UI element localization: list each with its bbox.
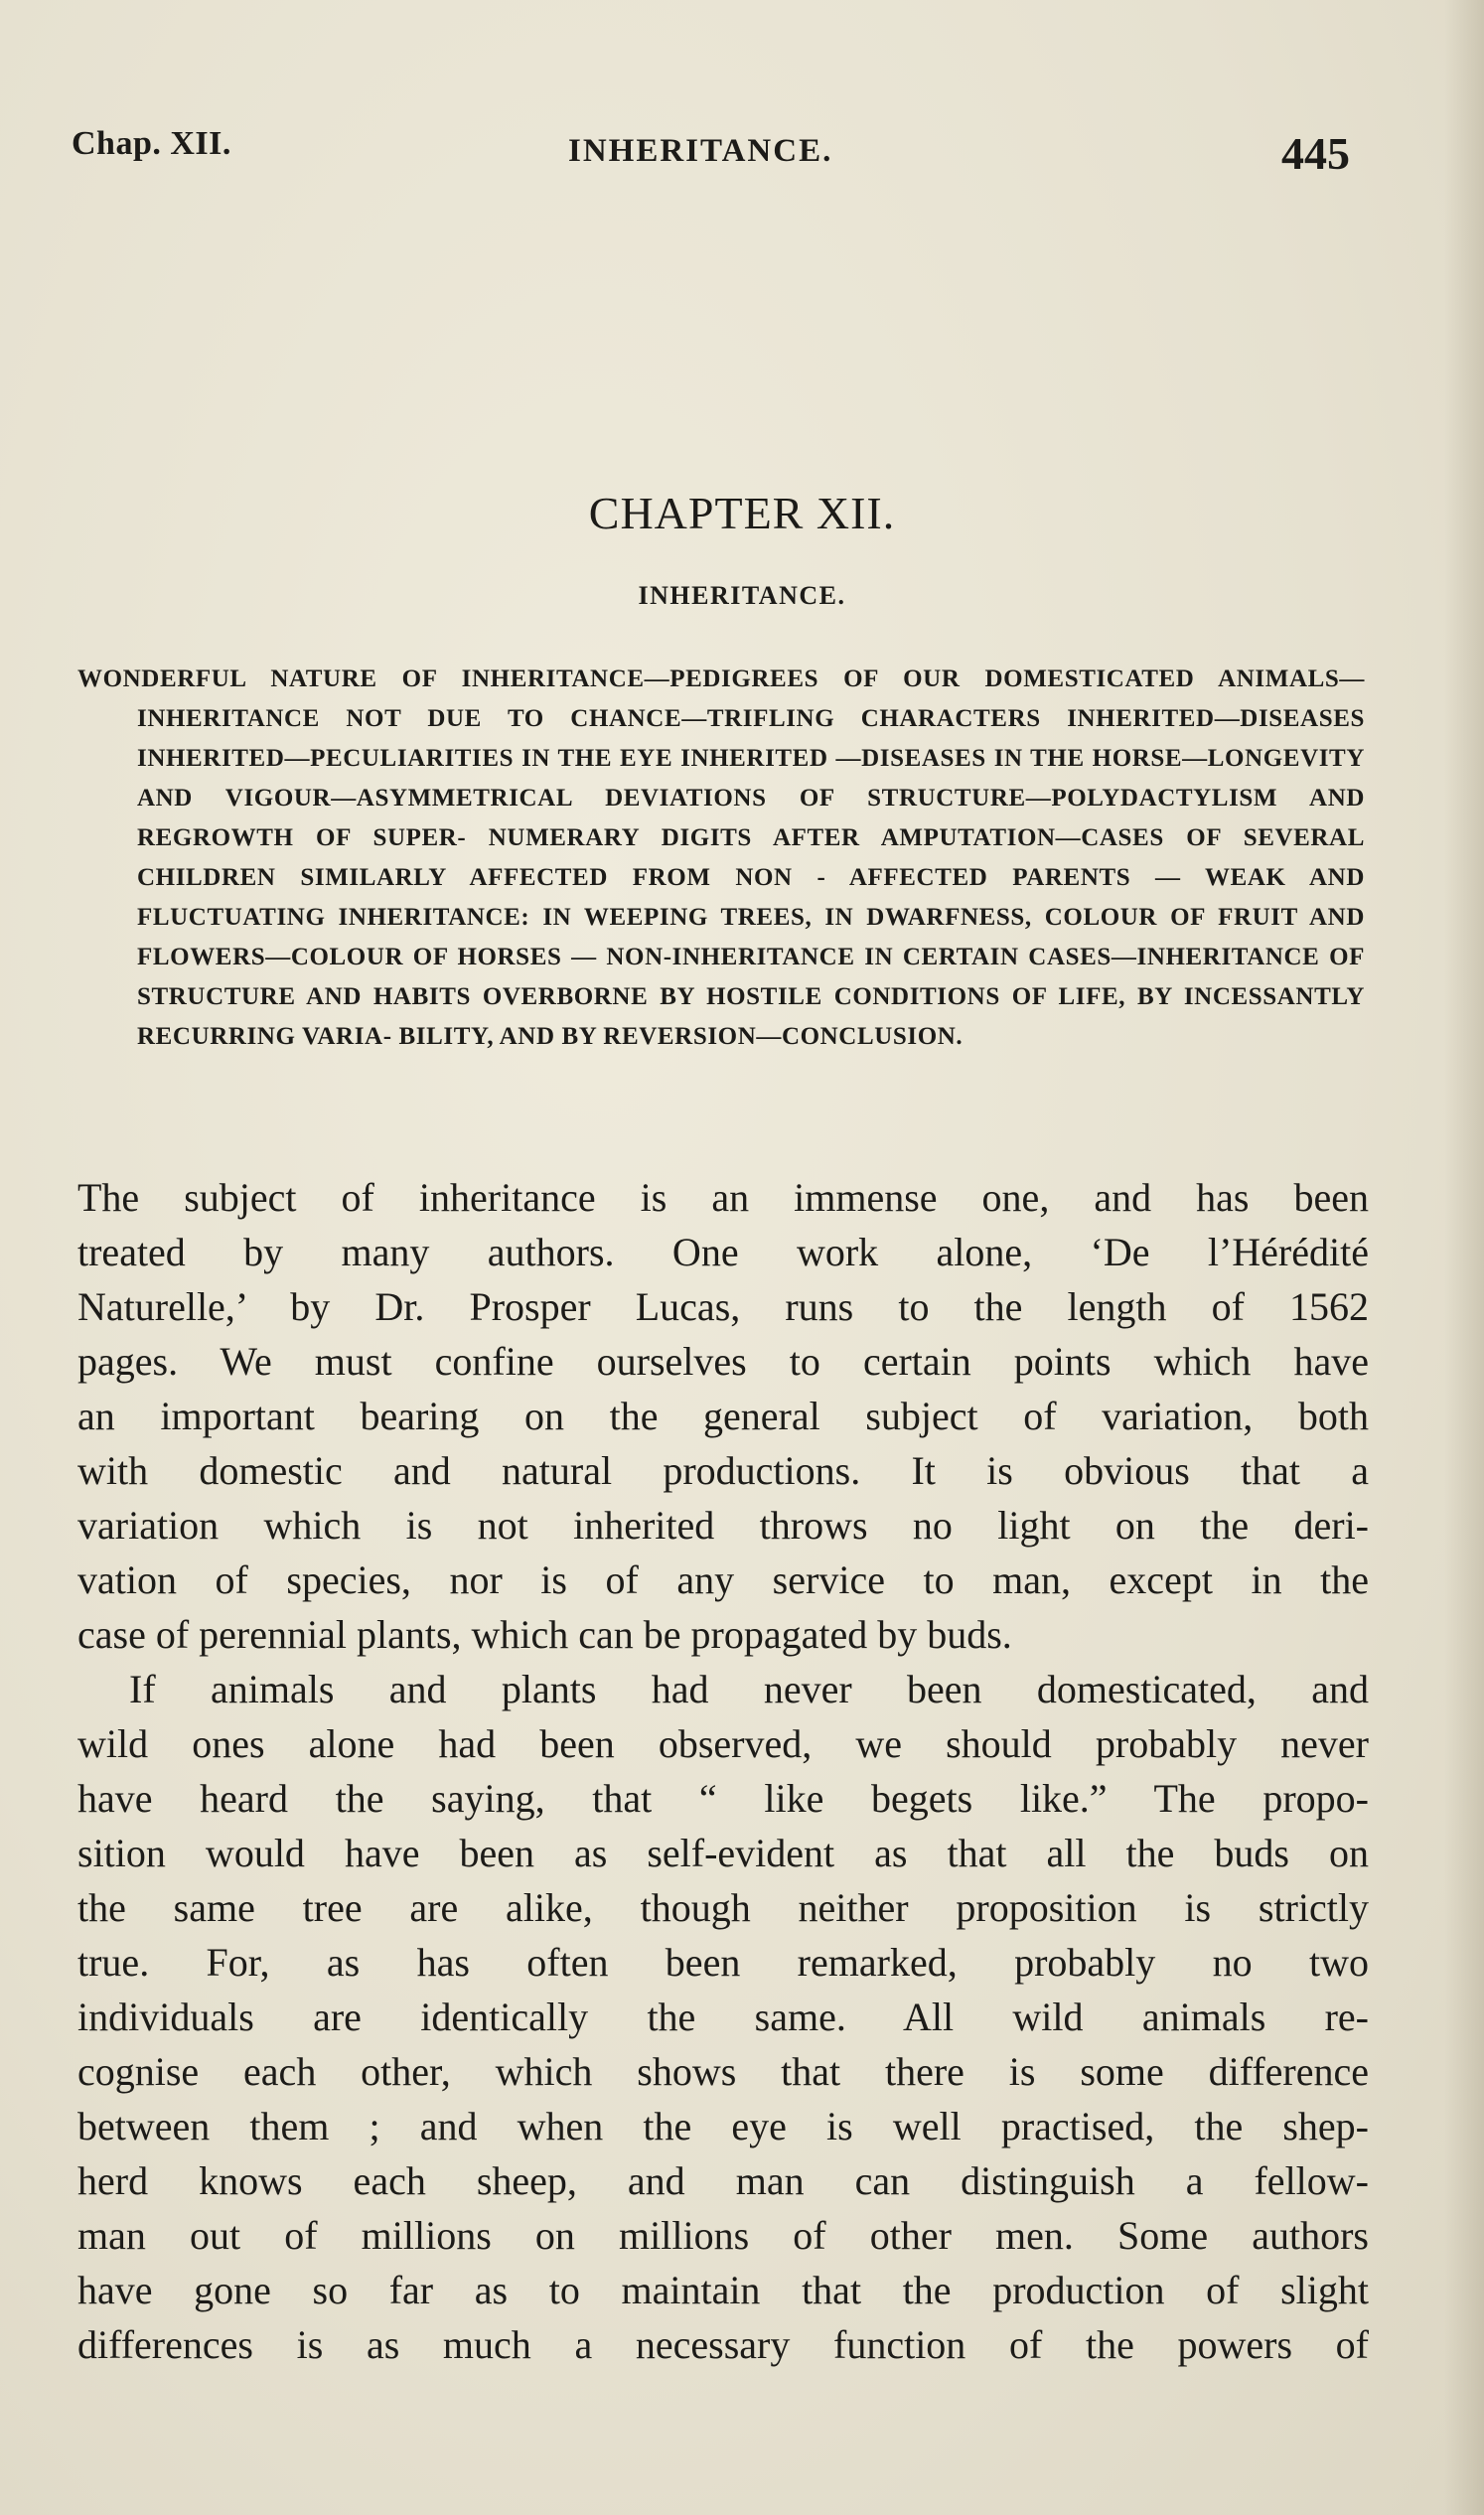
synopsis-line: —DISEASES IN THE HORSE—LONGEVITY AND VIGOUR—ASYMMETRICAL: [137, 745, 1365, 812]
text-line: sition would have been as self-evident as that all the buds on: [77, 1831, 1369, 1875]
running-head-title: INHERITANCE.: [568, 133, 833, 169]
text-line: The subject of inheritance is an immense one, and has been: [77, 1175, 1369, 1220]
chapter-synopsis: [77, 660, 1365, 1057]
text-line: treated by many authors. One work alone, ‘De l’Hérédité: [77, 1230, 1369, 1274]
chapter-title: CHAPTER XII.: [588, 488, 896, 538]
synopsis-line: DEVIATIONS OF STRUCTURE—POLYDACTYLISM AND REGROWTH OF SUPER-: [137, 785, 1365, 851]
text-line: cognise each other, which shows that there is some difference: [77, 2049, 1369, 2094]
text-line: variation which is not inherited throws no light on the deri-: [77, 1503, 1369, 1548]
synopsis-line: WONDERFUL NATURE OF INHERITANCE—PEDIGREES OF OUR DOMESTICATED: [77, 666, 1195, 692]
text-line: herd knows each sheep, and man can distinguish a fellow-: [77, 2158, 1369, 2203]
text-line: If animals and plants had never been domesticated, and: [129, 1667, 1369, 1711]
body-text: [77, 1170, 1369, 2372]
running-head: [72, 117, 1363, 177]
synopsis-line: SIMILARLY AFFECTED FROM NON - AFFECTED PARENTS — WEAK AND: [300, 864, 1365, 891]
text-line: Naturelle,’ by Dr. Prosper Lucas, runs to the length of 1562: [77, 1284, 1369, 1329]
synopsis-line: ANIMALS—INHERITANCE NOT DUE TO CHANCE—TRIFLING CHARACTERS: [137, 666, 1365, 732]
synopsis-line: OF FRUIT AND FLOWERS—COLOUR OF HORSES — NON-INHERITANCE IN: [137, 904, 1365, 970]
text-line: have heard the saying, that “ like begets like.” The propo-: [77, 1776, 1369, 1821]
paragraph-2: [77, 1662, 1369, 2372]
page-number: 445: [1281, 128, 1350, 179]
synopsis-line: CERTAIN CASES—INHERITANCE OF STRUCTURE AND HABITS OVERBORNE: [137, 944, 1366, 1010]
text-line: wild ones alone had been observed, we should probably never: [77, 1721, 1369, 1766]
text-line: individuals are identically the same. All wild animals re-: [77, 1995, 1369, 2039]
text-line: man out of millions on millions of other men. Some authors: [77, 2213, 1369, 2258]
text-line: between them ; and when the eye is well practised, the shep-: [77, 2104, 1369, 2148]
synopsis-line: INHERITED—DISEASES INHERITED—PECULIARITIES IN THE EYE INHERITED: [137, 705, 1365, 772]
text-line: pages. We must confine ourselves to certain points which have: [77, 1339, 1369, 1384]
text-line: the same tree are alike, though neither proposition is strictly: [77, 1885, 1369, 1930]
synopsis-line: BY HOSTILE CONDITIONS OF LIFE, BY INCESSANTLY RECURRING VARIA-: [137, 983, 1365, 1050]
synopsis-line: FLUCTUATING INHERITANCE: IN WEEPING TREES, IN DWARFNESS, COLOUR: [137, 904, 1158, 931]
synopsis-line: BILITY, AND BY REVERSION—CONCLUSION.: [398, 1023, 964, 1050]
synopsis-line: NUMERARY DIGITS AFTER AMPUTATION—CASES OF SEVERAL CHILDREN: [137, 824, 1365, 891]
page-edge-shadow: [1444, 0, 1484, 2515]
text-line: have gone so far as to maintain that the production of slight: [77, 2268, 1369, 2312]
text-line: case of perennial plants, which can be propagated by buds.: [77, 1612, 1012, 1657]
chapter-subtitle: INHERITANCE.: [638, 581, 846, 610]
paragraph-1: [77, 1170, 1369, 1662]
text-line: vation of species, nor is of any service to man, except in the: [77, 1557, 1369, 1602]
text-line: with domestic and natural productions. It is obvious that a: [77, 1448, 1369, 1493]
text-line: an important bearing on the general subject of variation, both: [77, 1394, 1369, 1438]
text-line: true. For, as has often been remarked, probably no two: [77, 1940, 1369, 1985]
running-head-chapter: Chap. XII.: [72, 125, 231, 162]
text-line: differences is as much a necessary function of the powers of: [77, 2322, 1369, 2367]
